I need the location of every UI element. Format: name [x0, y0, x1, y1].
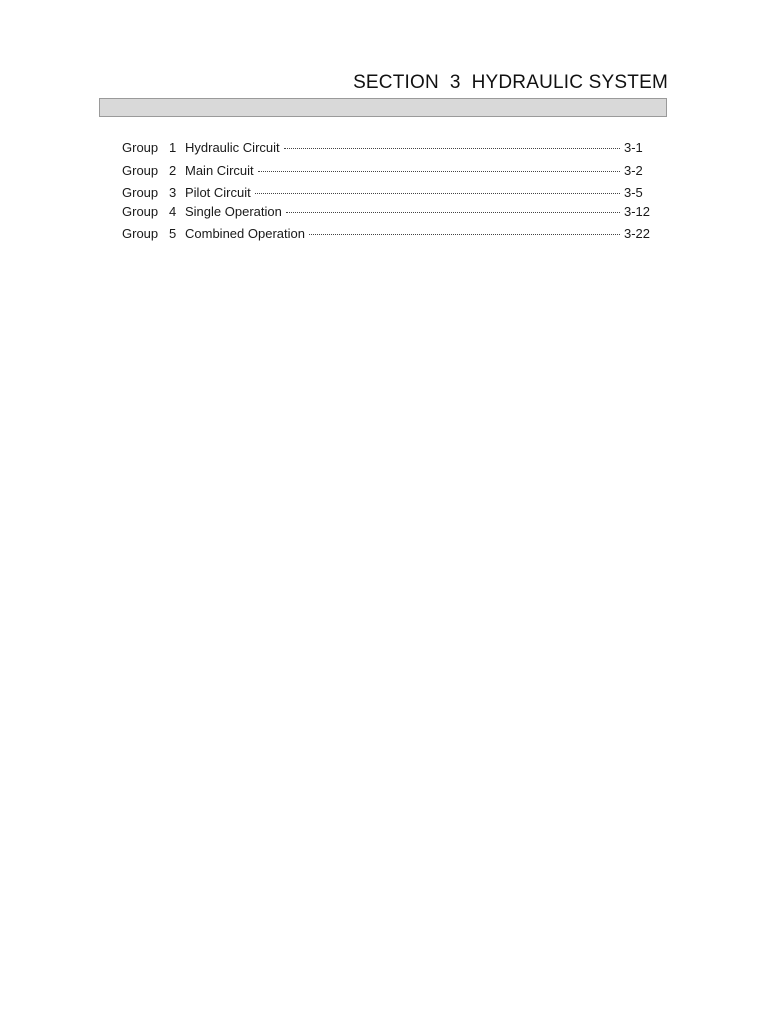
toc-dot-leader: [284, 147, 620, 149]
section-title-bar: [99, 98, 667, 117]
section-title: SECTION 3 HYDRAULIC SYSTEM: [353, 72, 668, 93]
toc-entry[interactable]: [122, 185, 654, 203]
toc-entry-title: Pilot Circuit: [185, 185, 251, 200]
toc-page-number: 3-1: [624, 140, 643, 155]
toc-group-label: Group: [122, 140, 159, 155]
toc-dot-leader: [258, 170, 620, 172]
toc-group-label: Group: [122, 163, 159, 178]
toc-entry[interactable]: [122, 140, 654, 158]
toc-group-label: Group: [122, 226, 159, 241]
toc-group-number: 5: [169, 226, 177, 241]
toc-entry-title: Main Circuit: [185, 163, 254, 178]
toc-entry-title: Combined Operation: [185, 226, 305, 241]
toc-entry[interactable]: [122, 163, 654, 181]
toc-group-number: 2: [169, 163, 177, 178]
toc-dot-leader: [255, 192, 620, 194]
toc-group-number: 4: [169, 204, 177, 219]
toc-dot-leader: [286, 211, 620, 213]
toc-entry[interactable]: [122, 204, 654, 222]
toc-page-number: 3-22: [624, 226, 651, 241]
toc-group-number: 1: [169, 140, 177, 155]
toc-page-number: 3-5: [624, 185, 643, 200]
toc-group-number: 3: [169, 185, 177, 200]
toc-dot-leader: [309, 233, 620, 235]
toc-entry[interactable]: [122, 226, 654, 244]
toc-page-number: 3-12: [624, 204, 651, 219]
toc-group-label: Group: [122, 204, 159, 219]
toc-entry-title: Hydraulic Circuit: [185, 140, 280, 155]
toc-page-number: 3-2: [624, 163, 643, 178]
toc-group-label: Group: [122, 185, 159, 200]
toc-entry-title: Single Operation: [185, 204, 282, 219]
